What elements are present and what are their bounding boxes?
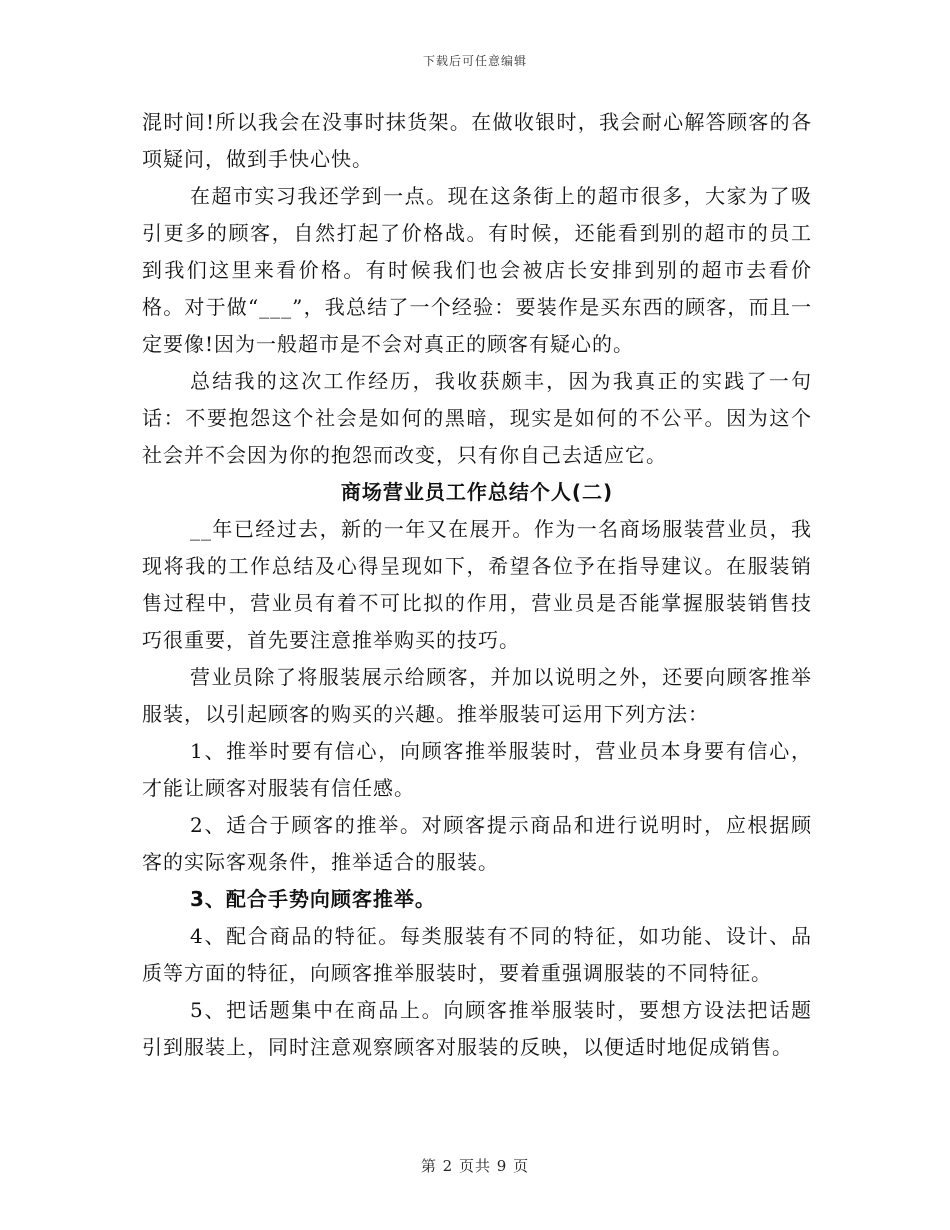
list-item-2: 2、适合于顾客的推举。对顾客提示商品和进行说明时，应根据顾客的实际客观条件，推举适合的服装。: [142, 813, 812, 874]
paragraph-continuation: 混时间!所以我会在没事时抹货架。在做收银时，我会耐心解答顾客的各项疑问，做到手快心快。: [142, 110, 812, 171]
paragraph-price-war: 在超市实习我还学到一点。现在这条街上的超市很多，大家为了吸引更多的顾客，自然打起了价格战。有时候，还能看到别的超市的员工到我们这里来看价格。有时候我们也会被店长安排到别的超市去看价格。对于做“___”，我总结了一个经验：要装作是买东西的顾客，而且一定要像!因为一般超市是不会对真正的顾客有疑心的。: [142, 184, 812, 356]
section-title: 商场营业员工作总结个人(二): [340, 480, 614, 504]
page-footer: 第 2 页共 9 页: [420, 1157, 530, 1175]
list-item-4: 4、配合商品的特征。每类服装有不同的特征，如功能、设计、品质等方面的特征，向顾客推举服装时，要着重强调服装的不同特征。: [142, 924, 812, 985]
list-item-1: 1、推举时要有信心，向顾客推举服装时，营业员本身要有信心，才能让顾客对服装有信任感。: [142, 739, 812, 800]
list-item-3: 3、配合手势向顾客推举。: [190, 887, 436, 911]
document-body: [142, 104, 812, 1066]
paragraph-intro: __年已经过去，新的一年又在展开。作为一名商场服装营业员，我现将我的工作总结及心得呈现如下，希望各位予在指导建议。在服装销售过程中，营业员有着不可比拟的作用，营业员是否能掌握服装销售技巧很重要，首先要注意推举购买的技巧。: [142, 517, 812, 652]
list-item-5: 5、把话题集中在商品上。向顾客推举服装时，要想方设法把话题引到服装上，同时注意观察顾客对服装的反映，以便适时地促成销售。: [142, 998, 812, 1059]
page-header: 下载后可任意编辑: [422, 54, 527, 68]
paragraph-summary: 总结我的这次工作经历，我收获颇丰，因为我真正的实践了一句话：不要抱怨这个社会是如何的黑暗，现实是如何的不公平。因为这个社会并不会因为你的抱怨而改变，只有你自己去适应它。: [142, 369, 812, 467]
paragraph-methods-intro: 营业员除了将服装展示给顾客，并加以说明之外，还要向顾客推举服装，以引起顾客的购买的兴趣。推举服装可运用下列方法：: [142, 665, 812, 726]
